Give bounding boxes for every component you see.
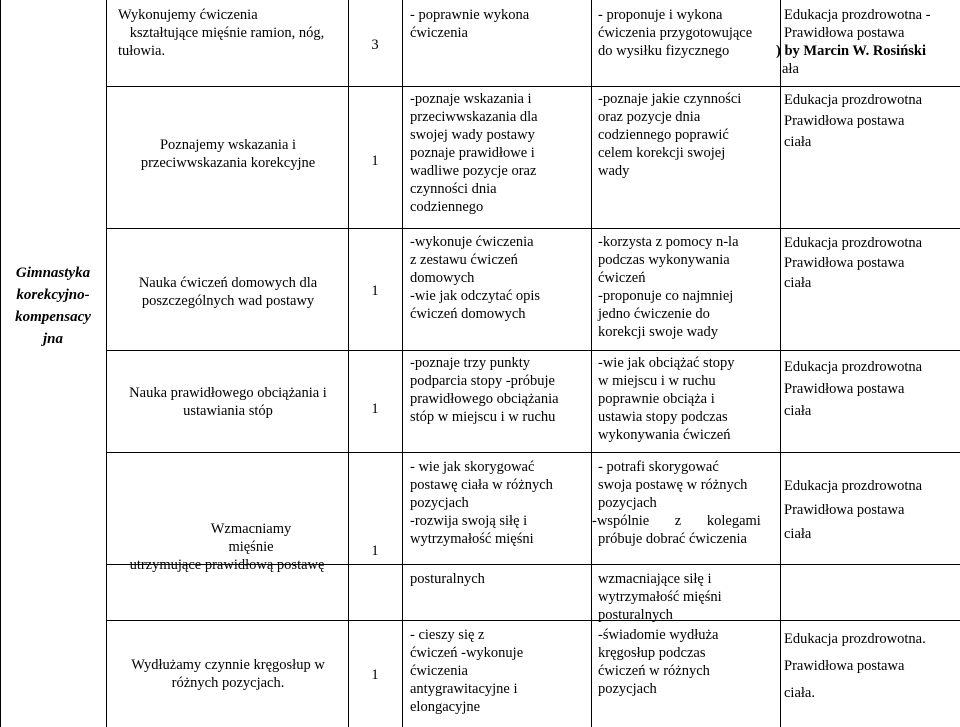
topic-line: Poznajemy wskazania i [159, 137, 297, 153]
topic-cell [108, 384, 348, 420]
category-line: korekcyjno- [16, 287, 90, 303]
row-divider [106, 86, 960, 87]
text-line: Prawidłowa postawa [784, 381, 905, 397]
column-divider [402, 0, 403, 727]
row-divider [106, 452, 960, 453]
text-line: próbuje dobrać ćwiczenia [598, 531, 747, 547]
integration-cell [776, 6, 960, 78]
text-line: prawidłowego obciążania [410, 391, 559, 407]
text-line: -rozwija swoją siłę i [410, 513, 528, 529]
text-line: Edukacja prozdrowotna [784, 92, 923, 108]
basic-requirements-cell [410, 90, 562, 216]
topic-line: Wydłużamy czynnie kręgosłup w [131, 657, 325, 673]
text-line: wady [598, 163, 630, 179]
integration-cell [784, 356, 960, 422]
text-line: oraz pozycje dnia [598, 109, 701, 125]
column-divider [780, 0, 781, 727]
text-line: -wie jak odczytać opis [410, 288, 541, 304]
extended-requirements-cell [592, 458, 778, 624]
text-line: do wysiłku fizycznego [598, 43, 730, 59]
hours-cell: 1 [371, 401, 379, 417]
text-line: -poznaje jakie czynności [598, 91, 742, 107]
text-line: Prawidłowa postawa [784, 502, 905, 518]
text-line: ćwiczeń [598, 270, 646, 286]
topic-cell [108, 520, 346, 574]
topic-line: ustawiania stóp [183, 403, 273, 419]
text-line: - potrafi skorygować [598, 459, 719, 475]
text-line: posturalnych [410, 571, 485, 587]
text-line: wytrzymałość mięśni [410, 531, 534, 547]
topic-text: Wykonujemy ćwiczenia [118, 7, 258, 23]
integration-cell [784, 90, 960, 153]
topic-line: Nauka ćwiczeń domowych dla [138, 275, 318, 291]
column-divider [348, 0, 349, 727]
text-line: - cieszy się z [410, 627, 485, 643]
topic-cell [108, 656, 348, 692]
text-line: ciała [784, 275, 812, 291]
text-line: codziennego poprawić [598, 127, 729, 143]
text-line: -poznaje trzy punkty [410, 355, 530, 371]
text-line: poznaje prawidłowe i [410, 145, 535, 161]
column-divider [106, 0, 107, 727]
text-line: pozycjach [598, 495, 657, 511]
text-line: kręgosłup podczas [598, 645, 706, 661]
text-line: ała [782, 61, 799, 77]
text-line: korekcji swoje wady [598, 324, 718, 340]
text-line: ćwiczeń domowych [410, 306, 526, 322]
text-line: Prawidłowa postawa [784, 25, 905, 41]
text-line: Prawidłowa postawa [784, 113, 905, 129]
text-line: Edukacja prozdrowotna [784, 359, 923, 375]
text-line: jedno ćwiczenie do [598, 306, 710, 322]
integration-cell [784, 626, 960, 707]
text-line: -poznaje wskazania i [410, 91, 532, 107]
hours-cell: 1 [371, 667, 379, 683]
text-line: Edukacja prozdrowotna. [784, 631, 926, 647]
row-divider [106, 350, 960, 351]
text-line: Prawidłowa postawa [784, 255, 905, 271]
extended-requirements-cell [598, 626, 778, 698]
topic-line: poszczególnych wad postawy [141, 293, 315, 309]
text-line: ćwiczeń -wykonuje [410, 645, 524, 661]
text-line: elongacyjne [410, 699, 481, 715]
text-line: ustawia stopy podczas [598, 409, 728, 425]
table-border-left [0, 0, 1, 727]
topic-line: tułowia. [118, 43, 166, 59]
text-line: ciała [784, 134, 812, 150]
topic-line: różnych pozycjach. [171, 675, 285, 691]
text-line: - proponuje i wykona [598, 7, 723, 23]
category-line: kompensacy [15, 309, 91, 325]
topic-line: kształtujące mięśnie ramion, nóg, [129, 25, 325, 41]
text-line: pozycjach [410, 495, 469, 511]
text-line: swojej wady postawy [410, 127, 535, 143]
text-line: posturalnych [598, 607, 673, 623]
text-line: codziennego [410, 199, 484, 215]
topic-line: przeciwwskazania korekcyjne [140, 155, 316, 171]
text-line: - wie jak skorygować [410, 459, 535, 475]
hours-cell: 3 [371, 37, 379, 53]
hours-cell: 1 [371, 153, 379, 169]
row-divider [106, 620, 960, 621]
text-line: czynności dnia [410, 181, 497, 197]
text-line: wzmacniające siłę i [598, 571, 712, 587]
text-line: stóp w miejscu i w ruchu [410, 409, 556, 425]
text-line: -wspólnie z kolegami [592, 513, 761, 529]
basic-requirements-cell [410, 458, 562, 588]
text-line: celem korekcji swojej [598, 145, 726, 161]
extended-requirements-cell [598, 354, 778, 444]
text-line: przeciwwskazania dla [410, 109, 538, 125]
text-line: - poprawnie wykona [410, 7, 530, 23]
text-line: pozycjach [598, 681, 657, 697]
extended-requirements-cell [598, 233, 778, 341]
category-label [2, 262, 104, 350]
text-line: postawę ciała w różnych [410, 477, 553, 493]
text-line: ćwiczenia przygotowujące [598, 25, 753, 41]
text-line: Prawidłowa postawa [784, 658, 905, 674]
column-divider [591, 0, 592, 727]
text-line: wytrzymałość mięśni [598, 589, 722, 605]
text-line: wykonywania ćwiczeń [598, 427, 731, 443]
topic-cell [108, 274, 348, 310]
topic-line: Nauka prawidłowego obciążania i [129, 385, 327, 401]
basic-requirements-cell [410, 6, 562, 42]
credit-text: ) by Marcin W. Rosiński [776, 43, 927, 59]
text-line: ćwiczenia [410, 663, 468, 679]
category-line: Gimnastyka [15, 265, 91, 281]
topic-text: Wzmacniamy mięśnie [210, 521, 292, 555]
text-line: w miejscu i w ruchu [598, 373, 716, 389]
hours-cell: 1 [371, 543, 379, 559]
integration-cell [784, 233, 960, 293]
text-line: z zestawu ćwiczeń [410, 252, 518, 268]
text-line: domowych [410, 270, 475, 286]
basic-requirements-cell [410, 354, 562, 426]
category-line: jna [42, 331, 63, 347]
text-line: -świadomie wydłuża [598, 627, 719, 643]
text-line: Edukacja prozdrowotna [784, 235, 923, 251]
text-line: -wykonuje ćwiczenia [410, 234, 534, 250]
hours-cell: 1 [371, 283, 379, 299]
topic-cell [108, 136, 348, 172]
text-line: swoja postawę w różnych [598, 477, 748, 493]
text-line: -korzysta z pomocy n-la [598, 234, 739, 250]
basic-requirements-cell [410, 626, 562, 716]
topic-line: utrzymujące prawidłową postawę [129, 557, 325, 573]
topic-line [108, 520, 346, 556]
text-line: -wie jak obciążać stopy [598, 355, 735, 371]
integration-cell [784, 474, 960, 546]
text-line: poprawnie obciąża i [598, 391, 715, 407]
text-line: wadliwe pozycje oraz [410, 163, 537, 179]
extended-requirements-cell [598, 90, 778, 180]
basic-requirements-cell [410, 233, 562, 323]
extended-requirements-cell [598, 6, 778, 60]
text-line: ciała [784, 403, 812, 419]
topic-cell [118, 6, 336, 60]
text-line: Edukacja prozdrowotna - [784, 7, 931, 23]
text-line: Edukacja prozdrowotna [784, 478, 923, 494]
text-line: podczas wykonywania [598, 252, 730, 268]
text-line: ciała [784, 526, 812, 542]
text-line: ciała. [784, 685, 815, 701]
text-line: antygrawitacyjne i [410, 681, 518, 697]
topic-line [118, 6, 336, 24]
text-line: podparcia stopy -próbuje [410, 373, 555, 389]
text-line: ćwiczenia [410, 25, 468, 41]
row-divider [106, 228, 960, 229]
text-line: ćwiczeń w różnych [598, 663, 710, 679]
text-line: -proponuje co najmniej [598, 288, 734, 304]
